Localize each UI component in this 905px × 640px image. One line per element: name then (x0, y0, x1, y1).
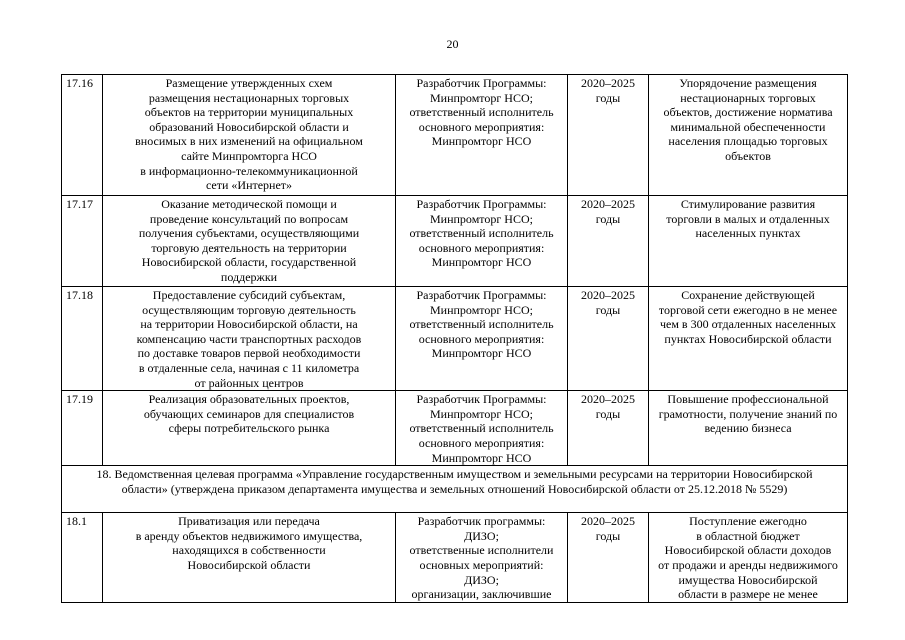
table-row (62, 75, 848, 196)
section-header-row (62, 466, 848, 513)
period-text: 2020–2025 годы (568, 287, 649, 391)
measure-text: Размещение утвержденных схем размещения нестационарных торговых объектов на территории муниципальных образований Новосибирской области и вносимых в них изменений на официальном сайте Минпромторга НСО в информационно-телекоммуникационной сети «Интернет» (103, 75, 396, 196)
period-text: 2020–2025 годы (568, 75, 649, 196)
measure-text: Предоставление субсидий субъектам, осуществляющим торговую деятельность на территории Новосибирской области, на компенсацию части транспортных расходов по доставке товаров первой необходимости в отдаленные села, начиная с 11 километра от районных центров (103, 287, 396, 391)
table-row (62, 196, 848, 287)
result-text: Сохранение действующей торговой сети ежегодно в не менее чем в 300 отдаленных населенных пунктах Новосибирской области (649, 287, 848, 391)
table-row (62, 391, 848, 466)
page-number: 20 (446, 37, 459, 51)
responsible-text: Разработчик Программы: Минпромторг НСО; ответственный исполнитель основного мероприятия: Минпромторг НСО (396, 196, 568, 287)
responsible-text: Разработчик Программы: Минпромторг НСО; ответственный исполнитель основного мероприятия: Минпромторг НСО (396, 75, 568, 196)
responsible-text: Разработчик Программы: Минпромторг НСО; ответственный исполнитель основного мероприятия: Минпромторг НСО (396, 287, 568, 391)
row-number: 17.18 (62, 287, 103, 391)
result-text: Стимулирование развития торговли в малых и отдаленных населенных пунктах (649, 196, 848, 287)
period-text: 2020–2025 годы (568, 391, 649, 466)
result-text: Поступление ежегодно в областной бюджет Новосибирской области доходов от продажи и аренды недвижимого имущества Новосибирской области в размере не менее (649, 513, 848, 603)
row-number: 18.1 (62, 513, 103, 603)
result-text: Повышение профессиональной грамотности, получение знаний по ведению бизнеса (649, 391, 848, 466)
row-number: 17.17 (62, 196, 103, 287)
period-text: 2020–2025 годы (568, 196, 649, 287)
measure-text: Реализация образовательных проектов, обучающих семинаров для специалистов сферы потребительского рынка (103, 391, 396, 466)
measure-text: Оказание методической помощи и проведение консультаций по вопросам получения субъектами, осуществляющими торговую деятельность на территории Новосибирской области, государственной поддержки (103, 196, 396, 287)
table-row (62, 513, 848, 603)
row-number: 17.16 (62, 75, 103, 196)
responsible-text: Разработчик программы: ДИЗО; ответственные исполнители основных мероприятий: ДИЗО; организации, заключившие (396, 513, 568, 603)
table-row (62, 287, 848, 391)
responsible-text: Разработчик Программы: Минпромторг НСО; ответственный исполнитель основного мероприятия: Минпромторг НСО (396, 391, 568, 466)
program-measures-table (61, 74, 848, 603)
period-text: 2020–2025 годы (568, 513, 649, 603)
result-text: Упорядочение размещения нестационарных торговых объектов, достижение норматива минимальной обеспеченности населения площадью торговых объектов (649, 75, 848, 196)
row-number: 17.19 (62, 391, 103, 466)
section-18-title: 18. Ведомственная целевая программа «Управление государственным имуществом и земельными ресурсами на территории Новосибирской области» (утверждена приказом департамента имущества и земельных отношений Новосибирской области от 25.12.2018 № 5529) (62, 466, 848, 513)
measure-text: Приватизация или передача в аренду объектов недвижимого имущества, находящихся в собственности Новосибирской области (103, 513, 396, 603)
